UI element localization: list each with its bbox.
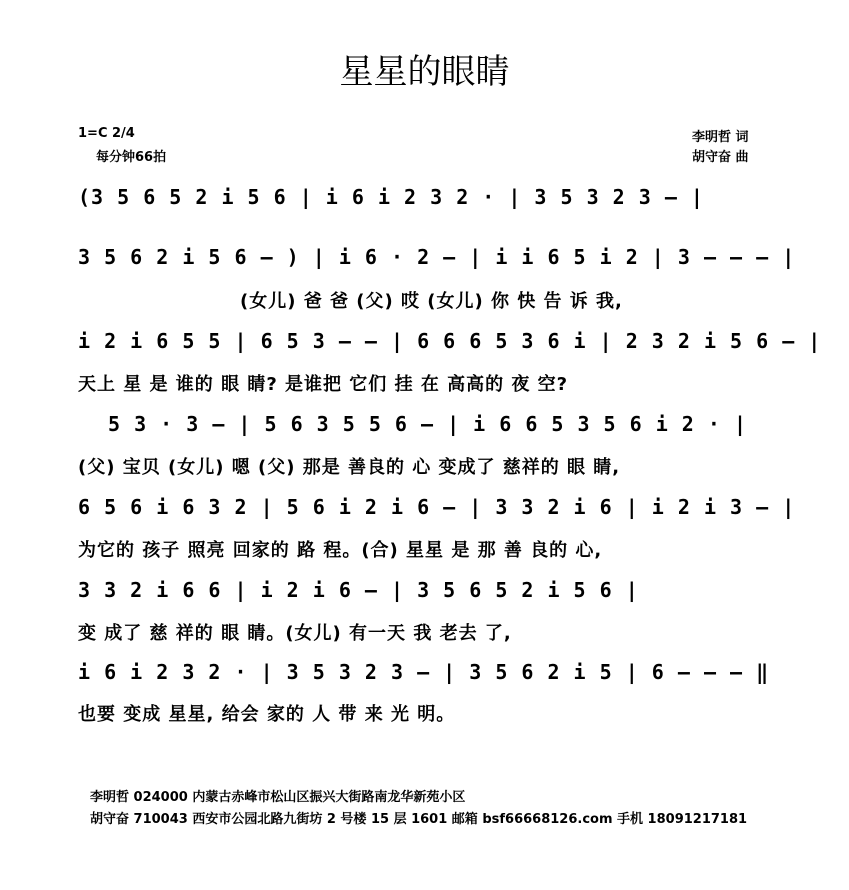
lyric-row-6: 变 成了 慈 祥的 眼 睛。(女儿) 有一天 我 老去 了,: [78, 623, 512, 644]
lyric-row-3: 天上 星 是 谁的 眼 睛? 是谁把 它们 挂 在 高高的 夜 空?: [78, 374, 569, 395]
footer-lyricist-address: 李明哲 024000 内蒙古赤峰市松山区振兴大街路南龙华新苑小区: [90, 790, 466, 805]
music-row-5: 6 5 6 i 6 3 2 | 5 6 i 2 i 6 — | 3 3 2 i 6 | i 2 i 3 — |: [78, 495, 796, 519]
lyric-row-4: (父) 宝贝 (女儿) 嗯 (父) 那是 善良的 心 变成了 慈祥的 眼 睛,: [78, 457, 621, 478]
lyric-row-5: 为它的 孩子 照亮 回家的 路 程。(合) 星星 是 那 善 良的 心,: [78, 540, 603, 561]
song-title: 星星的眼睛: [339, 52, 510, 92]
composer-credit: 胡守奋 曲: [692, 150, 749, 165]
lyric-row-2: (女儿) 爸 爸 (父) 哎 (女儿) 你 快 告 诉 我,: [240, 291, 623, 312]
lyric-row-7: 也要 变成 星星, 给会 家的 人 带 来 光 明。: [78, 704, 456, 725]
music-row-1: (3 5 6 5 2 i 5 6 | i 6 i 2 3 2 · | 3 5 3 2 3 — |: [78, 185, 704, 209]
music-row-6: 3 3 2 i 6 6 | i 2 i 6 — | 3 5 6 5 2 i 5 6 |: [78, 578, 639, 602]
music-row-2: 3 5 6 2 i 5 6 — ) | i 6 · 2 — | i i 6 5 i 2 | 3 — — — |: [78, 245, 796, 269]
music-row-7: i 6 i 2 3 2 · | 3 5 3 2 3 — | 3 5 6 2 i 5 | 6 — — — ‖: [78, 660, 770, 684]
key-signature: 1=C 2/4: [78, 126, 135, 141]
tempo-marking: 每分钟66拍: [96, 150, 167, 165]
lyricist-credit: 李明哲 词: [692, 130, 749, 145]
music-row-3: i 2 i 6 5 5 | 6 5 3 — — | 6 6 6 5 3 6 i | 2 3 2 i 5 6 — |: [78, 329, 822, 353]
footer-composer-address: 胡守奋 710043 西安市公园北路九街坊 2 号楼 15 层 1601 邮箱 bsf66668126.com 手机 18091217181: [90, 812, 748, 827]
music-row-4: 5 3 · 3 — | 5 6 3 5 5 6 — | i 6 6 5 3 5 6 i 2 · |: [108, 412, 748, 436]
